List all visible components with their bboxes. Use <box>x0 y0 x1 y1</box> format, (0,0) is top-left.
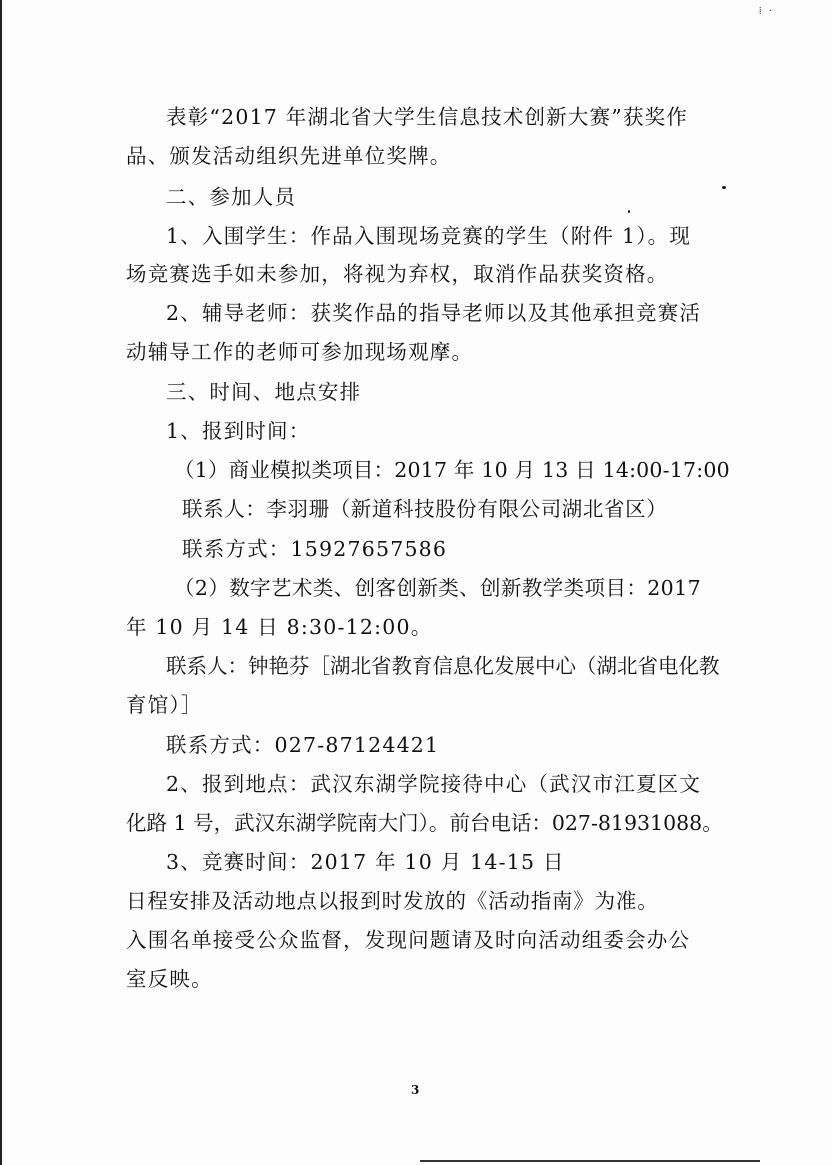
page-number: 3 <box>411 1083 420 1097</box>
paragraph-line: 联系人：李羽珊（新道科技股份有限公司湖北省区） <box>182 497 668 521</box>
scan-corner-mark: ⁞ · <box>758 6 774 17</box>
paragraph-line: 室反映。 <box>126 967 213 991</box>
paragraph-line: 化路 1 号，武汉东湖学院南大门）。前台电话：027-81931088。 <box>126 811 723 835</box>
paragraph-line: 品、颁发活动组织先进单位奖牌。 <box>126 144 452 168</box>
paragraph-line: 表彰“2017 年湖北省大学生信息技术创新大赛”获奖作 <box>166 105 689 129</box>
paragraph-line: 入围名单接受公众监督，发现问题请及时向活动组委会办公 <box>126 928 691 952</box>
scan-edge <box>0 0 2 1165</box>
paragraph-line: 2、报到地点：武汉东湖学院接待中心（武汉市江夏区文 <box>166 772 702 796</box>
scan-speck <box>722 186 726 189</box>
section-heading: 三、时间、地点安排 <box>166 380 362 404</box>
paragraph-line: 日程安排及活动地点以报到时发放的《活动指南》为准。 <box>126 889 659 913</box>
paragraph-line: 1、报到时间： <box>166 419 311 443</box>
scan-speck <box>628 210 630 213</box>
paragraph-line: 动辅导工作的老师可参加现场观摩。 <box>126 340 474 364</box>
paragraph-line: 2、辅导老师：获奖作品的指导老师以及其他承担竞赛活 <box>166 301 702 325</box>
paragraph-line: 场竞赛选手如未参加，将视为弃权，取消作品获奖资格。 <box>126 262 669 286</box>
paragraph-line: （2）数字艺术类、创客创新类、创新教学类项目：2017 <box>174 576 702 600</box>
paragraph-line: 联系方式：15927657586 <box>182 537 448 561</box>
paragraph-line: 联系方式：027-87124421 <box>166 733 440 757</box>
section-heading: 二、参加人员 <box>166 185 297 209</box>
scan-bottom-edge <box>420 1160 760 1162</box>
paragraph-line: 1、入围学生：作品入围现场竞赛的学生（附件 1）。现 <box>166 224 692 248</box>
paragraph-line: 联系人：钟艳芬［湖北省教育信息化发展中心（湖北省电化教 <box>166 654 720 678</box>
paragraph-line: 3、竞赛时间：2017 年 10 月 14-15 日 <box>166 850 565 874</box>
paragraph-line: （1）商业模拟类项目：2017 年 10 月 13 日 14:00-17:00 <box>174 458 730 482</box>
paragraph-line: 年 10 月 14 日 8:30-12:00。 <box>126 615 433 639</box>
paragraph-line: 育馆）］ <box>126 693 203 717</box>
